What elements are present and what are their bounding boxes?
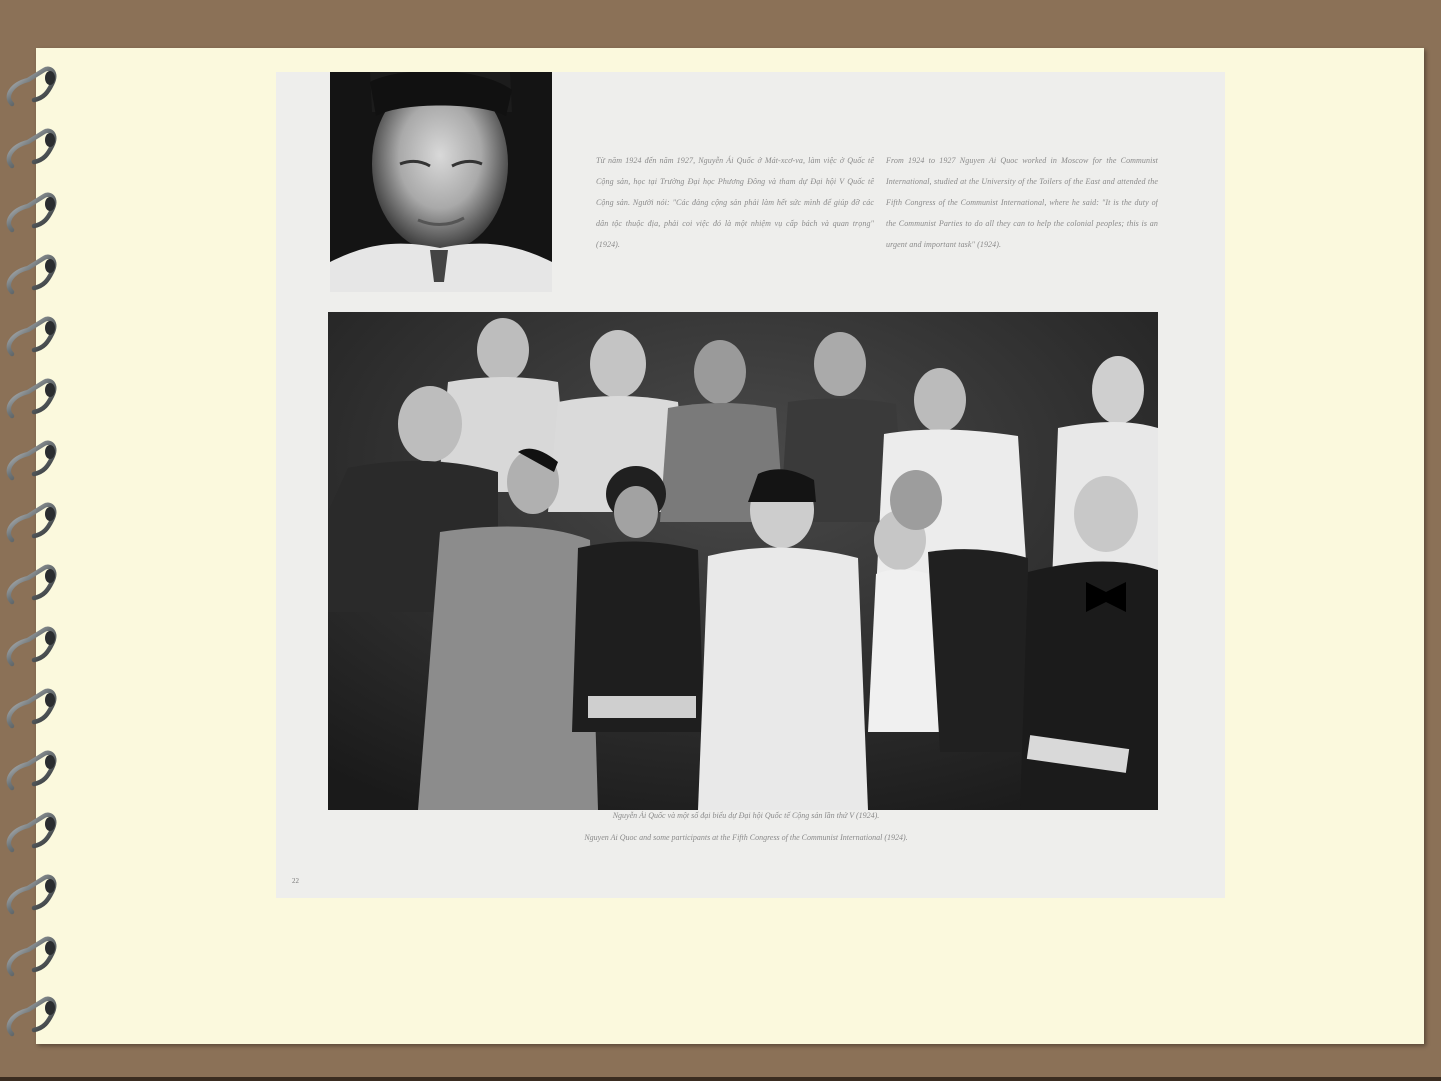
spiral-ring-icon (9, 257, 55, 292)
spiral-ring-icon (9, 877, 55, 912)
spiral-ring-icon (9, 815, 55, 850)
scanned-book-page (276, 72, 1225, 898)
bottom-strip (0, 1077, 1441, 1081)
spiral-ring-icon (9, 691, 55, 726)
spiral-ring-icon (9, 753, 55, 788)
caption-english: Nguyen Ai Quoc and some participants at the Fifth Congress of the Communist International (1924). (584, 833, 908, 842)
spiral-ring-icon (9, 629, 55, 664)
spiral-ring-icon (9, 319, 55, 354)
spiral-ring-icon (9, 999, 55, 1034)
spiral-binding (0, 0, 80, 1081)
spiral-ring-icon (9, 505, 55, 540)
vietnamese-text-column: Từ năm 1924 đến năm 1927, Nguyễn Ái Quốc ở Mát-xcơ-va, làm việc ở Quốc tế Cộng sản, học tại Trường Đại học Phương Đông và tham dự Đại hội V Quốc tế Cộng sản. Người nói: "Các đảng cộng sản phải làm hết sức mình để giúp đỡ các dân tộc thuộc địa, phải coi việc đó là một nhiệm vụ cấp bách và quan trọng" (1924). (596, 156, 874, 249)
spiral-ring-icon (9, 131, 55, 166)
spiral-ring-icon (9, 567, 55, 602)
portrait-photo (330, 72, 552, 292)
spiral-ring-icon (9, 195, 55, 230)
spiral-ring-icon (9, 443, 55, 478)
spiral-ring-icon (9, 381, 55, 416)
spiral-ring-icon (9, 939, 55, 974)
spiral-ring-icon (9, 69, 55, 104)
caption-vietnamese: Nguyễn Ái Quốc và một số đại biểu dự Đại hội Quốc tế Cộng sản lần thứ V (1924). (612, 811, 880, 820)
english-text-column: From 1924 to 1927 Nguyen Ai Quoc worked in Moscow for the Communist International, studied at the University of the Toilers of the East and attended the Fifth Congress of the Communist International, where he said: "It is the duty of the Communist Parties to do all they can to help the colonial peoples; this is an urgent and important task" (1924). (886, 156, 1158, 249)
group-photo (328, 312, 1158, 810)
page-number: 22 (292, 877, 299, 885)
